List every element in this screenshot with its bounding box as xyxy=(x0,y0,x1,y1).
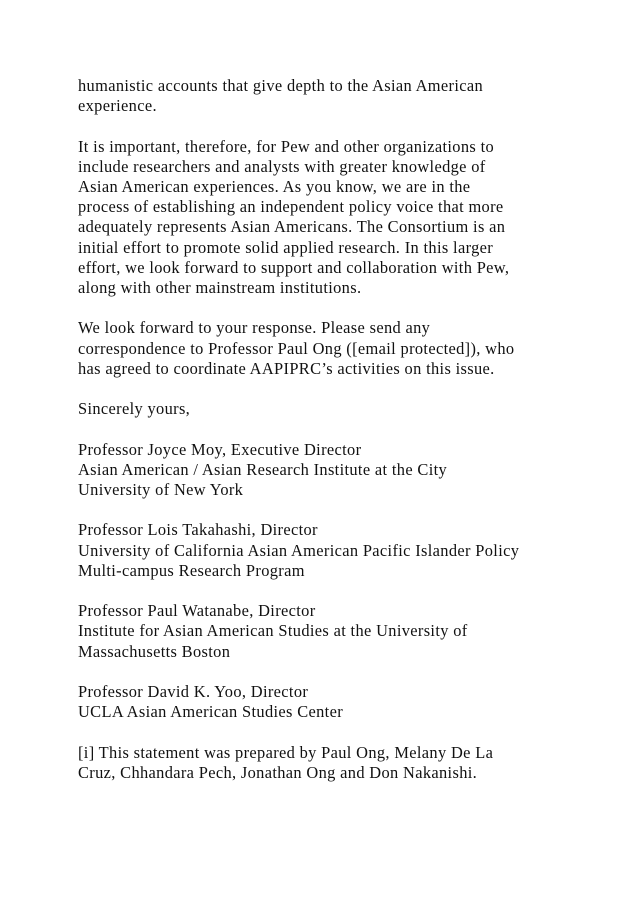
text-line: along with other mainstream institutions. xyxy=(78,278,362,298)
paragraph-closing xyxy=(78,399,618,419)
signatory-name: Professor Paul Watanabe, Director xyxy=(78,601,316,621)
signatory-name: Professor David K. Yoo, Director xyxy=(78,681,309,701)
signatory-name: Professor Joyce Moy, Executive Director xyxy=(78,439,362,459)
text-line: has agreed to coordinate AAPIPRC’s activities on this issue. xyxy=(78,358,495,378)
signatory-affiliation: Multi-campus Research Program xyxy=(78,560,305,580)
text-line: experience. xyxy=(78,96,157,116)
text-line: initial effort to promote solid applied research. In this larger xyxy=(78,237,494,257)
text-line: adequately represents Asian Americans. The Consortium is an xyxy=(78,217,506,237)
document-page xyxy=(78,76,618,803)
signatory-affiliation: Massachusetts Boston xyxy=(78,641,231,661)
paragraph-importance xyxy=(78,137,618,299)
footnote-line: [i] This statement was prepared by Paul Ong, Melany De La xyxy=(78,742,494,762)
signatory-name: Professor Lois Takahashi, Director xyxy=(78,520,318,540)
text-line: include researchers and analysts with greater knowledge of xyxy=(78,156,486,176)
footnote-line: Cruz, Chhandara Pech, Jonathan Ong and Don Nakanishi. xyxy=(78,762,478,782)
text-line: We look forward to your response. Please send any xyxy=(78,318,431,338)
paragraph-response-request xyxy=(78,318,618,379)
signatory-affiliation: University of California Asian American Pacific Islander Policy xyxy=(78,540,520,560)
signatory-affiliation: UCLA Asian American Studies Center xyxy=(78,702,344,722)
paragraph-intro-continuation xyxy=(78,76,618,116)
signatory-moy xyxy=(78,440,618,501)
text-line: process of establishing an independent policy voice that more xyxy=(78,197,504,217)
text-line: effort, we look forward to support and collaboration with Pew, xyxy=(78,257,510,277)
text-line: It is important, therefore, for Pew and other organizations to xyxy=(78,136,495,156)
text-line: Asian American experiences. As you know, we are in the xyxy=(78,177,471,196)
text-line-with-email: correspondence to Professor Paul Ong ([email protected]), who xyxy=(78,338,515,358)
signatory-affiliation: Asian American / Asian Research Institute at the City xyxy=(78,459,448,479)
signatory-takahashi xyxy=(78,520,618,581)
signatory-watanabe xyxy=(78,601,618,662)
signatory-yoo xyxy=(78,682,618,722)
signatory-affiliation: University of New York xyxy=(78,480,244,499)
footnote xyxy=(78,743,618,783)
signatory-affiliation: Institute for Asian American Studies at the University of xyxy=(78,621,468,641)
closing-salutation: Sincerely yours, xyxy=(78,399,191,419)
text-line: humanistic accounts that give depth to the Asian American xyxy=(78,76,484,95)
